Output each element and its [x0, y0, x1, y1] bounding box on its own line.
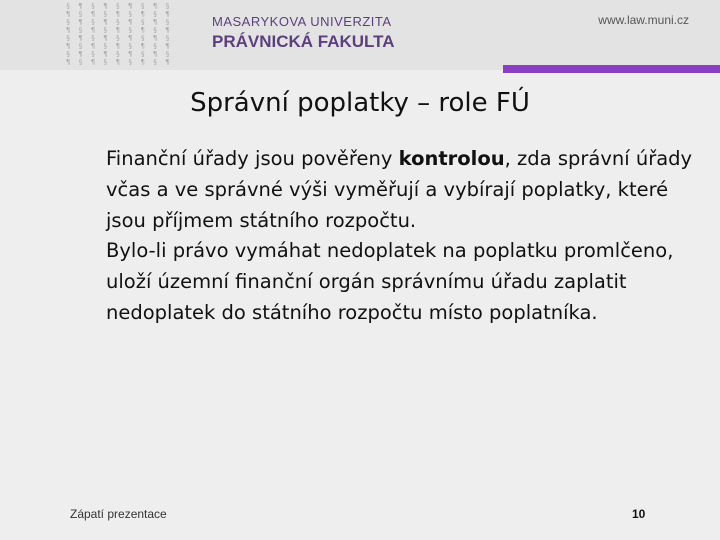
paragraph-1	[106, 144, 706, 236]
emphasis-kontrolou: kontrolou	[398, 147, 505, 170]
header-band	[0, 0, 720, 70]
page-number: 10	[632, 507, 646, 521]
paragraph-1-end: , zda správní úřady včas a ve správné výši vyměřují a vybírají poplatky, které jsou příjmem státního rozpočtu.	[106, 147, 693, 232]
accent-bar	[503, 65, 720, 73]
slide-title: Správní poplatky – role FÚ	[190, 88, 530, 118]
logo-pattern-icon: § ¶ § ¶ § ¶ § ¶ § ¶ § ¶ § ¶ § ¶ § ¶ § ¶ § ¶ § ¶ § ¶ § ¶ § ¶ § ¶ § ¶ § ¶ § ¶ § ¶ § ¶ § ¶ § ¶ § ¶ § ¶ § ¶ § ¶ § ¶ § ¶ § ¶ § ¶ § ¶ § ¶ § ¶ § ¶ § ¶	[66, 2, 172, 66]
faculty-name: PRÁVNICKÁ FAKULTA	[212, 32, 395, 51]
paragraph-2: Bylo-li právo vymáhat nedoplatek na poplatku promlčeno, uloží územní finanční orgán správnímu úřadu zaplatit nedoplatek do státního rozpočtu místo poplatníka.	[106, 239, 674, 324]
university-name: MASARYKOVA UNIVERZITA	[212, 14, 392, 29]
paragraph-1-start: Finanční úřady jsou pověřeny	[106, 147, 399, 170]
slide-body	[106, 144, 706, 329]
footer-text: Zápatí prezentace	[70, 507, 167, 521]
website-link[interactable]: www.law.muni.cz	[598, 13, 689, 27]
